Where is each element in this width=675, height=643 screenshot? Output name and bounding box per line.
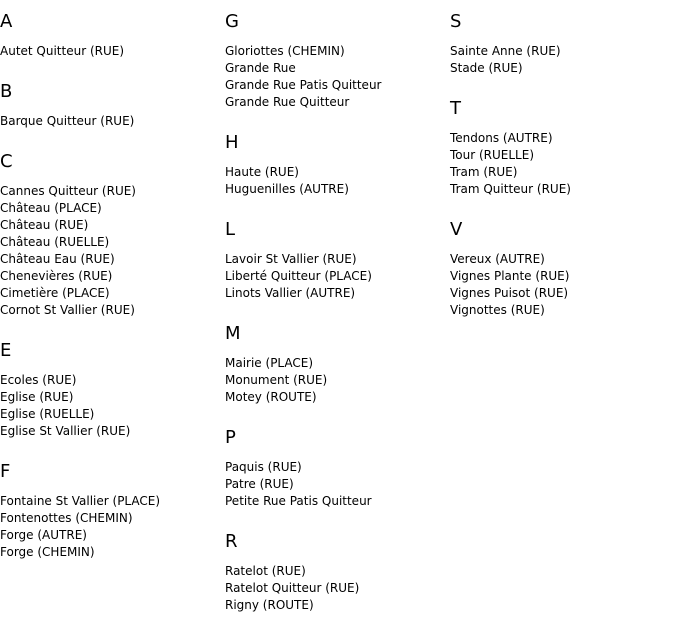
letter-group-e [0,339,225,440]
letter-group-l [225,218,450,302]
street-name: Haute (RUE) [225,165,299,179]
street-name: Tour (RUELLE) [450,148,535,162]
street-name: Cimetière (PLACE) [0,286,110,300]
street-list [450,43,675,77]
street-name: Gloriottes (CHEMIN) [225,44,345,58]
letter-heading: B [0,81,13,102]
street-name: Petite Rue Patis Quitteur [225,494,372,508]
street-name: Grande Rue Patis Quitteur [225,78,382,92]
street-list [0,372,225,440]
street-name: Mairie (PLACE) [225,356,314,370]
letter-heading: T [450,98,461,119]
letter-group-p [225,426,450,510]
street-name: Barque Quitteur (RUE) [0,114,135,128]
letter-heading: M [225,323,241,344]
letter-heading: F [0,461,11,482]
street-name: Monument (RUE) [225,373,328,387]
street-list [0,183,225,319]
letter-heading: A [0,11,13,32]
street-name: Château Eau (RUE) [0,252,115,266]
letter-heading: R [225,531,238,552]
street-name: Rigny (ROUTE) [225,598,314,612]
letter-heading: L [225,219,236,240]
street-list [225,355,450,406]
street-name: Cornot St Vallier (RUE) [0,303,135,317]
street-name: Tram (RUE) [450,165,518,179]
street-name: Fontaine St Vallier (PLACE) [0,494,161,508]
street-name: Tram Quitteur (RUE) [450,182,571,196]
street-name: Château (PLACE) [0,201,102,215]
street-name: Château (RUELLE) [0,235,110,249]
street-name: Linots Vallier (AUTRE) [225,286,356,300]
letter-heading: C [0,151,13,172]
street-index-column-2 [225,10,450,634]
street-name: Grande Rue [225,61,296,75]
street-name: Sainte Anne (RUE) [450,44,561,58]
street-name: Patre (RUE) [225,477,294,491]
letter-group-s [450,10,675,77]
street-name: Fontenottes (CHEMIN) [0,511,133,525]
street-name: Stade (RUE) [450,61,523,75]
street-name: Paquis (RUE) [225,460,302,474]
street-name: Cannes Quitteur (RUE) [0,184,136,198]
street-list [225,563,450,614]
street-list [225,164,450,198]
street-name: Vignottes (RUE) [450,303,545,317]
letter-group-b [0,80,225,130]
letter-group-t [450,97,675,198]
street-name: Forge (CHEMIN) [0,545,95,559]
street-name: Grande Rue Quitteur [225,95,350,109]
street-name: Forge (AUTRE) [0,528,87,542]
letter-group-h [225,131,450,198]
street-name: Chenevières (RUE) [0,269,113,283]
street-list [0,113,225,130]
street-name: Lavoir St Vallier (RUE) [225,252,357,266]
letter-group-r [225,530,450,614]
street-index-column-1 [0,10,225,581]
street-name: Eglise (RUELLE) [0,407,95,421]
street-name: Eglise (RUE) [0,390,74,404]
street-name: Autet Quitteur (RUE) [0,44,125,58]
street-name: Tendons (AUTRE) [450,131,553,145]
letter-heading: H [225,132,239,153]
letter-heading: V [450,219,463,240]
street-name: Huguenilles (AUTRE) [225,182,349,196]
letter-heading: S [450,11,462,32]
street-list [0,43,225,60]
street-name: Eglise St Vallier (RUE) [0,424,131,438]
letter-group-c [0,150,225,319]
street-name: Ratelot Quitteur (RUE) [225,581,360,595]
street-list [450,251,675,319]
letter-heading: E [0,340,12,361]
letter-heading: G [225,11,239,32]
letter-group-a [0,10,225,60]
street-name: Vereux (AUTRE) [450,252,545,266]
street-list [225,251,450,302]
letter-group-f [0,460,225,561]
street-list [0,493,225,561]
letter-group-g [225,10,450,111]
street-list [225,43,450,111]
street-index-column-3 [450,10,675,339]
letter-group-m [225,322,450,406]
street-list [225,459,450,510]
street-name: Vignes Plante (RUE) [450,269,570,283]
street-name: Vignes Puisot (RUE) [450,286,569,300]
street-name: Ecoles (RUE) [0,373,77,387]
street-name: Ratelot (RUE) [225,564,306,578]
street-name: Motey (ROUTE) [225,390,317,404]
letter-heading: P [225,427,236,448]
street-name: Château (RUE) [0,218,89,232]
street-name: Liberté Quitteur (PLACE) [225,269,372,283]
street-list [450,130,675,198]
letter-group-v [450,218,675,319]
